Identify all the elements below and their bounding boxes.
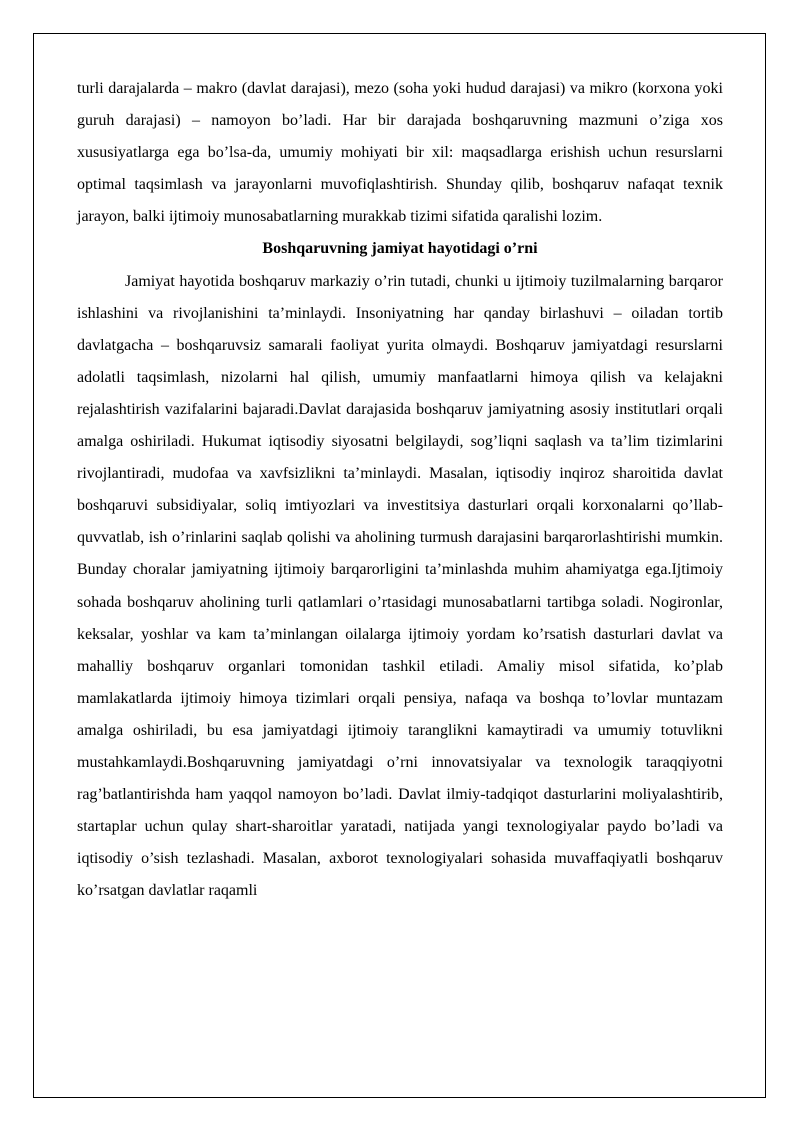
document-body [77, 73, 723, 907]
paragraph-continuation: turli darajalarda – makro (davlat darajasi), mezo (soha yoki hudud darajasi) va mikro (korxona yoki guruh darajasi) – namoyon bo’ladi. Har bir darajada boshqaruvning mazmuni o’ziga xos xususiyatlarga ega bo’lsa-da, umumiy mohiyati bir xil: maqsadlarga erishish uchun resurslarni optimal taqsimlash va jarayonlarni muvofiqlashtirish. Shunday qilib, boshqaruv nafaqat texnik jarayon, balki ijtimoiy munosabatlarning murakkab tizimi sifatida qaralishi lozim. [77, 80, 723, 226]
section-heading: Boshqaruvning jamiyat hayotidagi o’rni [262, 240, 538, 258]
paragraph-main: Jamiyat hayotida boshqaruv markaziy o’rin tutadi, chunki u ijtimoiy tuzilmalarning barqaror ishlashini va rivojlanishini ta’minlaydi. Insoniyatning har qanday birlashuvi – oiladan tortib davlatgacha – boshqaruvsiz samarali faoliyat yurita olmaydi. Boshqaruv jamiyatdagi resurslarni adolatli taqsimlash, nizolarni hal qilish, umumiy manfaatlarni himoya qilish va kelajakni rejalashtirish vazifalarini bajaradi.Davlat darajasida boshqaruv jamiyatning asosiy institutlari orqali amalga oshiriladi. Hukumat iqtisodiy siyosatni belgilaydi, sog’liqni saqlash va ta’lim tizimlarini rivojlantiradi, mudofaa va xavfsizlikni ta’minlaydi. Masalan, iqtisodiy inqiroz sharoitida davlat boshqaruvi subsidiyalar, soliq imtiyozlari va investitsiya dasturlari orqali korxonalarni qo’llab-quvvatlab, ish o’rinlarini saqlab qolishi va aholining turmush darajasini barqarorlashtirishi mumkin. Bunday choralar jamiyatning ijtimoiy barqarorligini ta’minlashda muhim ahamiyatga ega.Ijtimoiy sohada boshqaruv aholining turli qatlamlari o’rtasidagi munosabatlarni tartibga soladi. Nogironlar, keksalar, yoshlar va kam ta’minlangan oilalarga ijtimoiy yordam ko’rsatish dasturlari davlat va mahalliy boshqaruv organlari tomonidan tashkil etiladi. Amaliy misol sifatida, ko’plab mamlakatlarda ijtimoiy himoya tizimlari orqali pensiya, nafaqa va boshqa to’lovlar muntazam amalga oshiriladi, bu esa jamiyatdagi ijtimoiy taranglikni kamaytiradi va umumiy totuvlikni mustahkamlaydi.Boshqaruvning jamiyatdagi o’rni innovatsiyalar va texnologik taraqqiyotni rag’batlantirishda ham yaqqol namoyon bo’ladi. Davlat ilmiy-tadqiqot dasturlarini moliyalashtirib, startaplar uchun qulay shart-sharoitlar yaratadi, natijada yangi texnologiyalar paydo bo’ladi va iqtisodiy o’sish tezlashadi. Masalan, axborot texnologiyalari sohasida muvaffaqiyatli boshqaruv ko’rsatgan davlatlar raqamli [77, 272, 723, 900]
